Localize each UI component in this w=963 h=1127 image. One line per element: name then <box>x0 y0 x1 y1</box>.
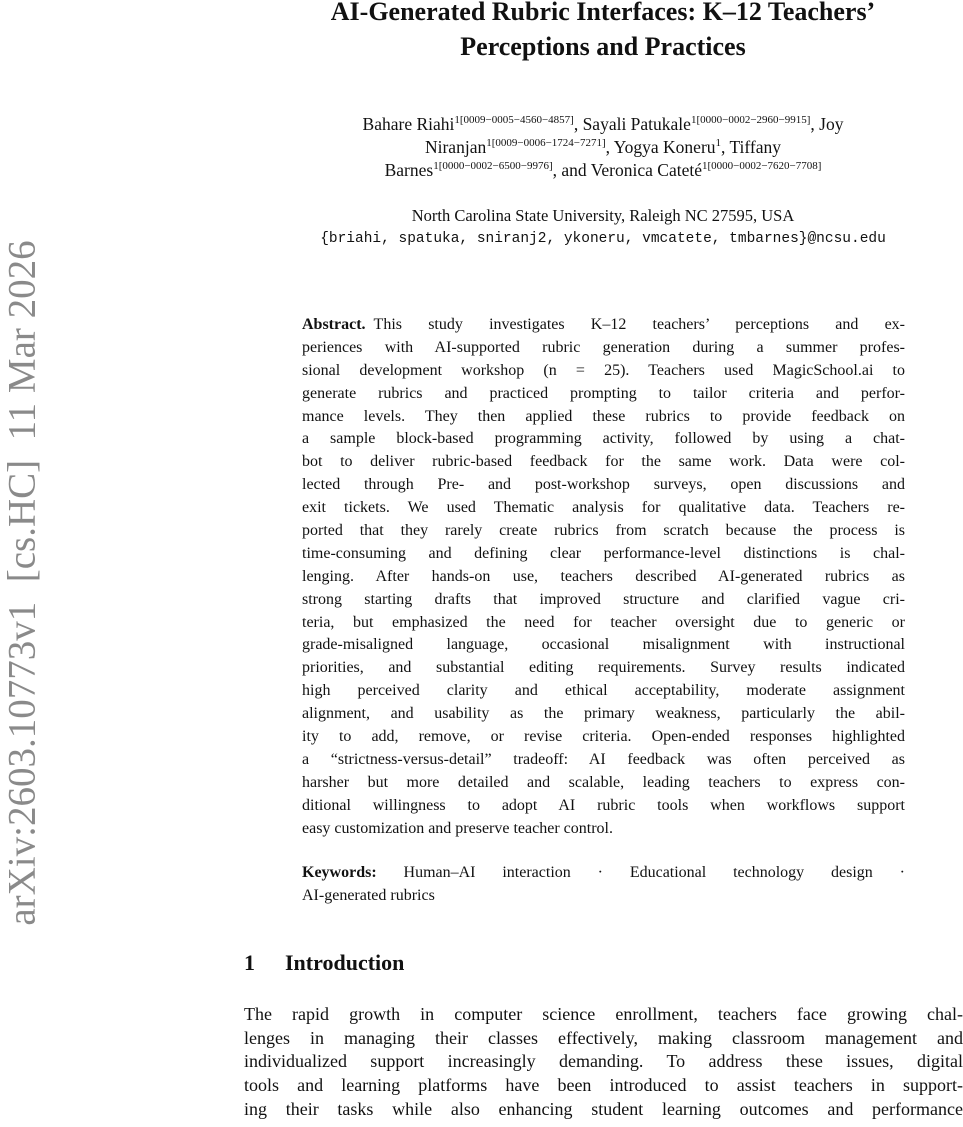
title-line-1: AI-Generated Rubric Interfaces: K–12 Teachers’ <box>330 0 876 26</box>
abstract-line: periences with AI-supported rubric generation during a summer profes- <box>302 338 905 356</box>
abstract-line: mance levels. They then applied these rubrics to provide feedback on <box>302 407 905 425</box>
introduction-body <box>244 1003 963 1121</box>
abstract <box>302 314 905 840</box>
abstract-line: ity to add, remove, or revise criteria. Open-ended responses highlighted <box>302 728 905 746</box>
author-emails: {briahi, spatuka, sniranj2, ykoneru, vmcatete, tmbarnes}@ncsu.edu <box>320 231 886 247</box>
abstract-line: exit tickets. We used Thematic analysis for qualitative data. Teachers re- <box>302 499 905 517</box>
keywords-label: Keywords: <box>302 864 377 881</box>
author-orcid: 1[0000−0002−7620−7708] <box>701 160 822 172</box>
section-title: Introduction <box>285 950 405 975</box>
author-name: Bahare Riahi <box>362 114 455 134</box>
abstract-line: priorities, and substantial editing requirements. Survey results indicated <box>302 659 905 677</box>
abstract-line: a sample block-based programming activity, followed by using a chat- <box>302 430 905 448</box>
abstract-text: This study investigates K–12 teachers’ perceptions and ex- <box>373 316 905 333</box>
abstract-line: lenging. After hands-on use, teachers described AI-generated rubrics as <box>302 567 905 585</box>
intro-line: individualized support increasingly demanding. To address these issues, digital <box>244 1051 963 1072</box>
abstract-line: time-consuming and defining clear performance-level distinctions is chal- <box>302 544 905 562</box>
section-number: 1 <box>244 950 255 975</box>
abstract-line: bot to deliver rubric-based feedback for the same work. Data were col- <box>302 453 905 471</box>
abstract-line: strong starting drafts that improved structure and clarified vague cri- <box>302 590 905 608</box>
abstract-line: lected through Pre- and post-workshop surveys, open discussions and <box>302 476 905 494</box>
author-name: Sayali Patukale <box>582 114 691 134</box>
affiliation: North Carolina State University, Raleigh NC 27595, USA <box>411 206 795 225</box>
author-orcid: 1[0009−0005−4560−4857] <box>454 114 574 126</box>
abstract-line: harsher but more detailed and scalable, leading teachers to express con- <box>302 773 905 791</box>
keywords-line: AI-generated rubrics <box>302 886 435 904</box>
abstract-label: Abstract. <box>302 316 366 333</box>
paper-title <box>200 0 963 64</box>
abstract-line <box>302 314 905 337</box>
author-name-part: Barnes <box>384 160 434 180</box>
author-name-part: Joy <box>819 114 844 134</box>
keywords <box>302 862 905 908</box>
abstract-line: ported that they rarely create rubrics from scratch because the process is <box>302 522 905 540</box>
intro-line: tools and learning platforms have been introduced to assist teachers in support- <box>244 1075 963 1096</box>
abstract-line: generate rubrics and practiced prompting to tailor criteria and perfor- <box>302 384 905 402</box>
author-orcid: 1[0000−0002−6500−9976] <box>433 160 553 172</box>
author-list: Bahare Riahi$^{1[0009-0005-4560-4857]}$, Sayali Patukale$^{1[0000-0002-2960-9915]}$, Joy Niranjan$^{1[0009-0006-1724-7271]}$, Yogya Koneru$^1$, Tiffany Barnes$^{1[0000-0002-6500-9976]}$, and Veronica Cateté$^{1[0000-0002-7620-7708]}$ <box>362 114 844 180</box>
intro-line: ing their tasks while also enhancing student learning outcomes and performance <box>244 1098 963 1119</box>
abstract-line: high perceived clarity and ethical acceptability, moderate assignment <box>302 682 905 700</box>
intro-line: lenges in managing their classes effectively, making classroom management and <box>244 1027 963 1048</box>
author-name-part: Niranjan <box>424 137 487 157</box>
abstract-line: grade-misaligned language, occasional misalignment with instructional <box>302 636 905 654</box>
separator: , and <box>552 160 591 180</box>
abstract-line: easy customization and preserve teacher control. <box>302 819 613 837</box>
title-line-2: Perceptions and Practices <box>460 32 746 61</box>
author-orcid: 1[0009−0006−1724−7271] <box>486 137 606 149</box>
arxiv-identifier-stamp: arXiv:2603.10773v1 [cs.HC] 11 Mar 2026 <box>0 240 44 926</box>
abstract-line: ditional willingness to adopt AI rubric tools when workflows support <box>302 796 905 814</box>
intro-line: The rapid growth in computer science enrollment, teachers face growing chal- <box>244 1004 963 1024</box>
keywords-line: Human–AI interaction · Educational technology design · <box>403 864 905 881</box>
author-orcid: 1 <box>715 137 722 149</box>
author-name: Veronica Cateté <box>590 160 702 180</box>
abstract-line: teria, but emphasized the need for teacher oversight due to generic or <box>302 613 905 631</box>
abstract-line: alignment, and usability as the primary weakness, particularly the abil- <box>302 705 905 723</box>
separator: , <box>573 114 583 134</box>
abstract-line: a “strictness-versus-detail” tradeoff: AI feedback was often perceived as <box>302 750 905 768</box>
author-orcid: 1[0000−0002−2960−9915] <box>690 114 811 126</box>
author-name: Yogya Koneru <box>613 137 716 157</box>
section-heading <box>244 950 404 976</box>
author-name-part: Tiffany <box>729 137 782 157</box>
abstract-line: sional development workshop (n = 25). Teachers used MagicSchool.ai to <box>302 361 905 379</box>
